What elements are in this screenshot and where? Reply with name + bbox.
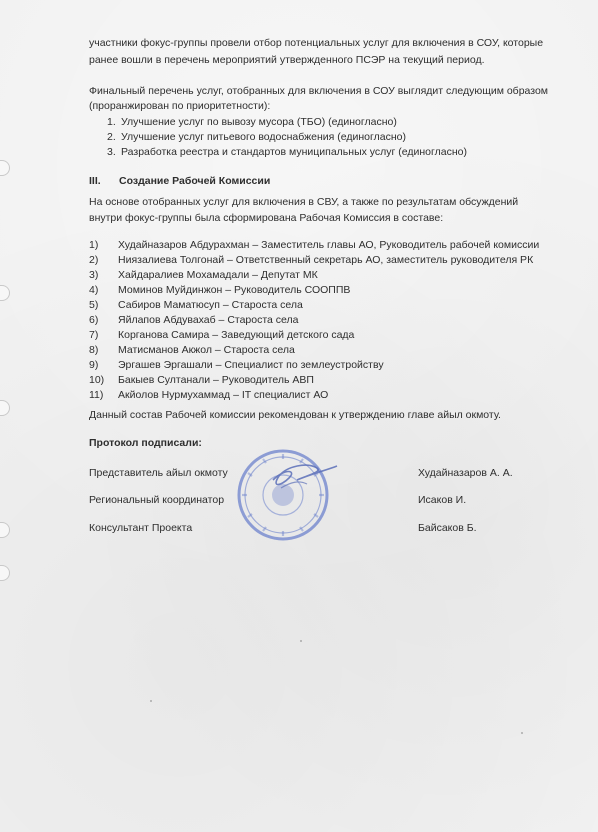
- signature-role: Консультант Проекта: [89, 522, 193, 534]
- list-item-text: Улучшение услуг питьевого водоснабжения (единогласно): [121, 131, 406, 143]
- list-item-text: Разработка реестра и стандартов муниципальных услуг (единогласно): [121, 146, 467, 158]
- punch-hole: [0, 160, 10, 176]
- member-item: [89, 358, 384, 372]
- member-text: Матисманов Акжол – Староста села: [118, 344, 295, 356]
- member-text: Акйолов Нурмухаммад – IT специалист АО: [118, 389, 329, 401]
- member-text: Бакыев Султанали – Руководитель АВП: [118, 374, 314, 386]
- list-item-number: 1.: [107, 116, 116, 128]
- signature-role: Представитель айыл окмоту: [89, 467, 228, 479]
- punch-hole: [0, 285, 10, 301]
- signatures-heading: Протокол подписали:: [89, 437, 202, 449]
- member-number: 4): [89, 284, 99, 296]
- member-text: Хайдаралиев Мохамадали – Депутат МК: [118, 269, 318, 281]
- signature-name: Худайназаров А. А.: [418, 467, 513, 479]
- member-item: [89, 388, 328, 402]
- recommendation-text: Данный состав Рабочей комиссии рекомендован к утверждению главе айыл окмоту.: [89, 409, 501, 421]
- member-item: [89, 238, 539, 252]
- list-item-text: Улучшение услуг по вывозу мусора (ТБО) (единогласно): [121, 116, 397, 128]
- scan-speck: [521, 732, 523, 734]
- list-item: [107, 145, 467, 159]
- member-item: [89, 313, 299, 327]
- final-list-intro: Финальный перечень услуг, отобранных для включения в СОУ выглядит следующим образом: [89, 85, 549, 97]
- member-item: [89, 283, 350, 297]
- member-text: Корганова Самира – Заведующий детского сада: [118, 329, 355, 341]
- signature-name: Исаков И.: [418, 494, 467, 506]
- list-item-number: 2.: [107, 131, 116, 143]
- member-number: 7): [89, 329, 99, 341]
- member-item: [89, 343, 295, 357]
- section-paragraph: внутри фокус-группы была сформирована Рабочая Комиссия в составе:: [89, 212, 444, 224]
- punch-hole: [0, 522, 10, 538]
- member-item: [89, 298, 303, 312]
- member-item: [89, 253, 533, 267]
- member-number: 2): [89, 254, 99, 266]
- scan-speck: [300, 640, 302, 642]
- intro-line: ранее вошли в перечень мероприятий утвержденного ПСЭР на текущий период.: [89, 54, 485, 66]
- member-text: Моминов Муйдинжон – Руководитель СООППВ: [118, 284, 351, 296]
- member-item: [89, 268, 318, 282]
- member-text: Эргашев Эргашали – Специалист по землеустройству: [118, 359, 384, 371]
- signature-name: Байсаков Б.: [418, 522, 477, 534]
- member-number: 3): [89, 269, 99, 281]
- member-number: 10): [89, 374, 105, 386]
- member-text: Яйлапов Абдувахаб – Староста села: [118, 314, 299, 326]
- punch-hole: [0, 565, 10, 581]
- list-item: [107, 130, 406, 144]
- member-item: [89, 328, 354, 342]
- section-title: Создание Рабочей Комиссии: [119, 175, 271, 187]
- list-item-number: 3.: [107, 146, 116, 158]
- member-number: 9): [89, 359, 99, 371]
- official-stamp: [233, 440, 343, 550]
- member-text: Сабиров Маматюсуп – Староста села: [118, 299, 303, 311]
- member-number: 1): [89, 239, 99, 251]
- member-number: 5): [89, 299, 99, 311]
- member-number: 6): [89, 314, 99, 326]
- list-item: [107, 115, 397, 129]
- member-item: [89, 373, 314, 387]
- stamp-seal-icon: [233, 440, 343, 550]
- signature-role: Региональный координатор: [89, 494, 225, 506]
- final-list-intro: (проранжирован по приоритетности):: [89, 100, 271, 112]
- scan-speck: [150, 700, 152, 702]
- punch-hole: [0, 400, 10, 416]
- member-number: 8): [89, 344, 99, 356]
- section-heading: [89, 174, 270, 188]
- intro-line: участники фокус-группы провели отбор потенциальных услуг для включения в СОУ, которые: [89, 37, 544, 49]
- member-number: 11): [89, 389, 104, 401]
- section-paragraph: На основе отобранных услуг для включения в СВУ, а также по результатам обсуждений: [89, 196, 519, 208]
- member-text: Ниязалиева Толгонай – Ответственный секретарь АО, заместитель руководителя РК: [118, 254, 534, 266]
- section-number: III.: [89, 175, 101, 187]
- member-text: Худайназаров Абдурахман – Заместитель главы АО, Руководитель рабочей комиссии: [118, 239, 540, 251]
